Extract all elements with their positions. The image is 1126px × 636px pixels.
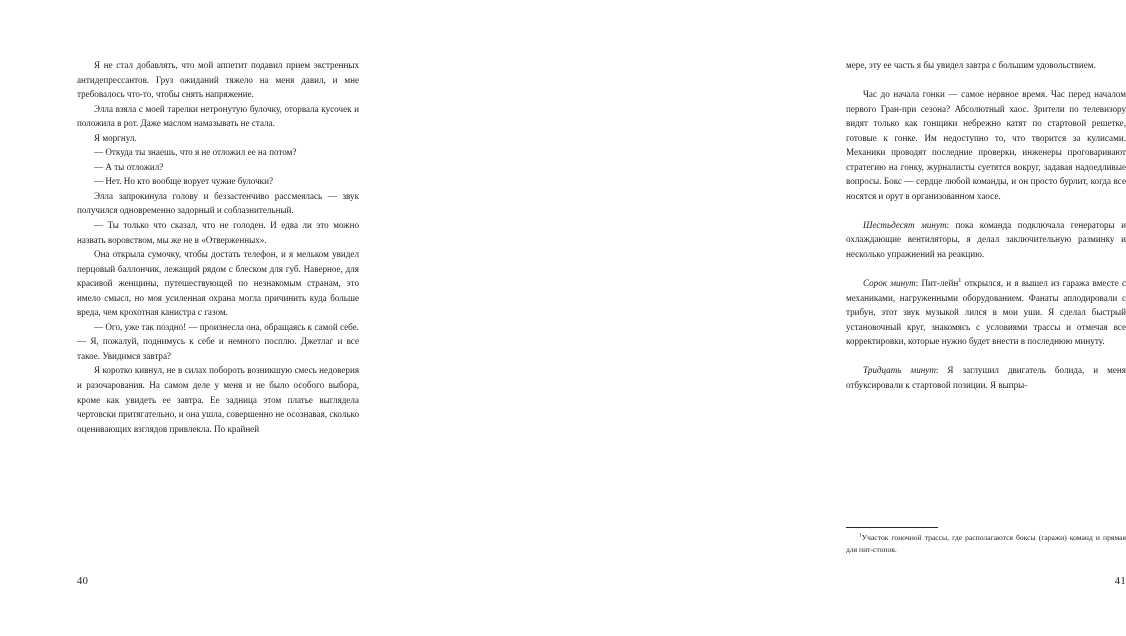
page-left (0, 0, 400, 636)
paragraph: Элла взяла с моей тарелки нетронутую булочку, оторвала кусочек и положила в рот. Даже маслом намазывать не стала. (77, 103, 359, 129)
timed-paragraph-sixty (846, 218, 1126, 262)
paragraph: Я коротко кивнул, не в силах побороть возникшую смесь недоверия и разочарования. На самом деле у меня и не было особого выбора, кроме как увидеть ее завтра. Ее задница этом платье выглядела чертовски притягательно, и она ушла, совершенно не осознавая, сколько оценивающих взглядов привлекла. По крайней (77, 365, 359, 434)
page-right-textblock (846, 58, 1126, 392)
paragraph: Час до начала гонки — самое нервное время. Час перед началом первого Гран-при сезона? Абсолютный хаос. Зрители по телевизору видят только как гонщики небрежно катят по стартовой решетке, готовые к гонке. Им недоступно то, что творится за кулисами. Механики проводят последние проверки, инженеры проговаривают стратегию на гонку, журналисты суетятся вокруг, задавая надоедливые вопросы. Бокс — сердце любой команды, и он просто бурлит, когда все носятся и орут в организованном хаосе. (846, 89, 1126, 201)
dialogue-line: — Откуда ты знаешь, что я не отложил ее на потом? (94, 147, 297, 158)
timed-paragraph-forty (846, 276, 1126, 349)
page-number-right: 41 (1114, 576, 1126, 587)
page-number-left: 40 (77, 576, 89, 587)
timed-paragraph-sixty-body: : пока команда подключала генераторы и охлаждающие вентиляторы, я делал заключительную разминку и несколько упражнений на реакцию. (846, 219, 1126, 260)
footnote-text (846, 532, 1126, 555)
dialogue-line: — А ты отложил? (94, 161, 164, 172)
dialogue-line: — Ты только что сказал, что не голоден. И едва ли это можно назвать воровством, мы же не в «Отверженных». (77, 220, 359, 245)
footnote-block (846, 527, 1126, 555)
page-right (400, 0, 1126, 636)
page-left-textblock (77, 58, 359, 436)
footnote-number: 1 (859, 532, 862, 539)
time-label-forty: Сорок минут (863, 278, 916, 289)
footnote-body: Участок гоночной трассы, где располагаются боксы (гаражи) команд и прямая для пит-стопов. (846, 533, 1126, 554)
timed-paragraph-forty-lead: : Пит-лейн (915, 278, 959, 289)
paragraph: Я моргнул. (94, 132, 137, 143)
dialogue-line: — Ого, уже так поздно! — произнесла она, обращаясь к самой себе. — Я, пожалуй, поднимусь к себе и немного посплю. Джетлаг и все такое. Увидимся завтра? (77, 321, 359, 361)
timed-paragraph-thirty-body: : Я заглушил двигатель болида, и меня отбуксировали к стартовой позиции. Я выпры- (846, 365, 1126, 390)
paragraph: Я не стал добавлять, что мой аппетит подавил прием экстренных антидепрессантов. Груз ожиданий тяжело на меня давил, и мне требовалось что-то, чтобы снять напряжение. (77, 60, 359, 100)
dialogue-line: — Нет. Но кто вообще ворует чужие булочки? (94, 176, 273, 187)
footnote-marker[interactable]: 1 (958, 277, 962, 285)
footnote-separator-rule (846, 527, 938, 528)
paragraph: Она открыла сумочку, чтобы достать телефон, и я мельком увидел перцовый баллончик, лежащий рядом с блеском для губ. Наверное, для красивой женщины, путешествующей по незнакомым странам, это имело смысл, но моя усиленная охрана могла причинить куда больше вреда, чем крохотная канистра с газом. (77, 249, 359, 318)
timed-paragraph-thirty (846, 363, 1126, 392)
time-label-thirty: Тридцать минут (863, 365, 936, 376)
paragraph-continuation: мере, эту ее часть я бы увидел завтра с большим удовольствием. (846, 60, 1096, 70)
timed-paragraph-forty-body: открылся, и я вышел из гаража вместе с механиками, нагруженными оборудованием. Фанаты аплодировали с трибун, этот звук музыкой лился в мои уши. Я сделал быстрый установочный круг, знакомясь с условиями трассы и отмечая все корректировки, которые нужно будет внести в последнюю минуту. (846, 278, 1126, 347)
time-label-sixty: Шестьдесят минут (863, 219, 947, 230)
paragraph: Элла запрокинула голову и беззастенчиво рассмеялась — звук получился одновременно задорный и соблазнительный. (77, 190, 359, 216)
